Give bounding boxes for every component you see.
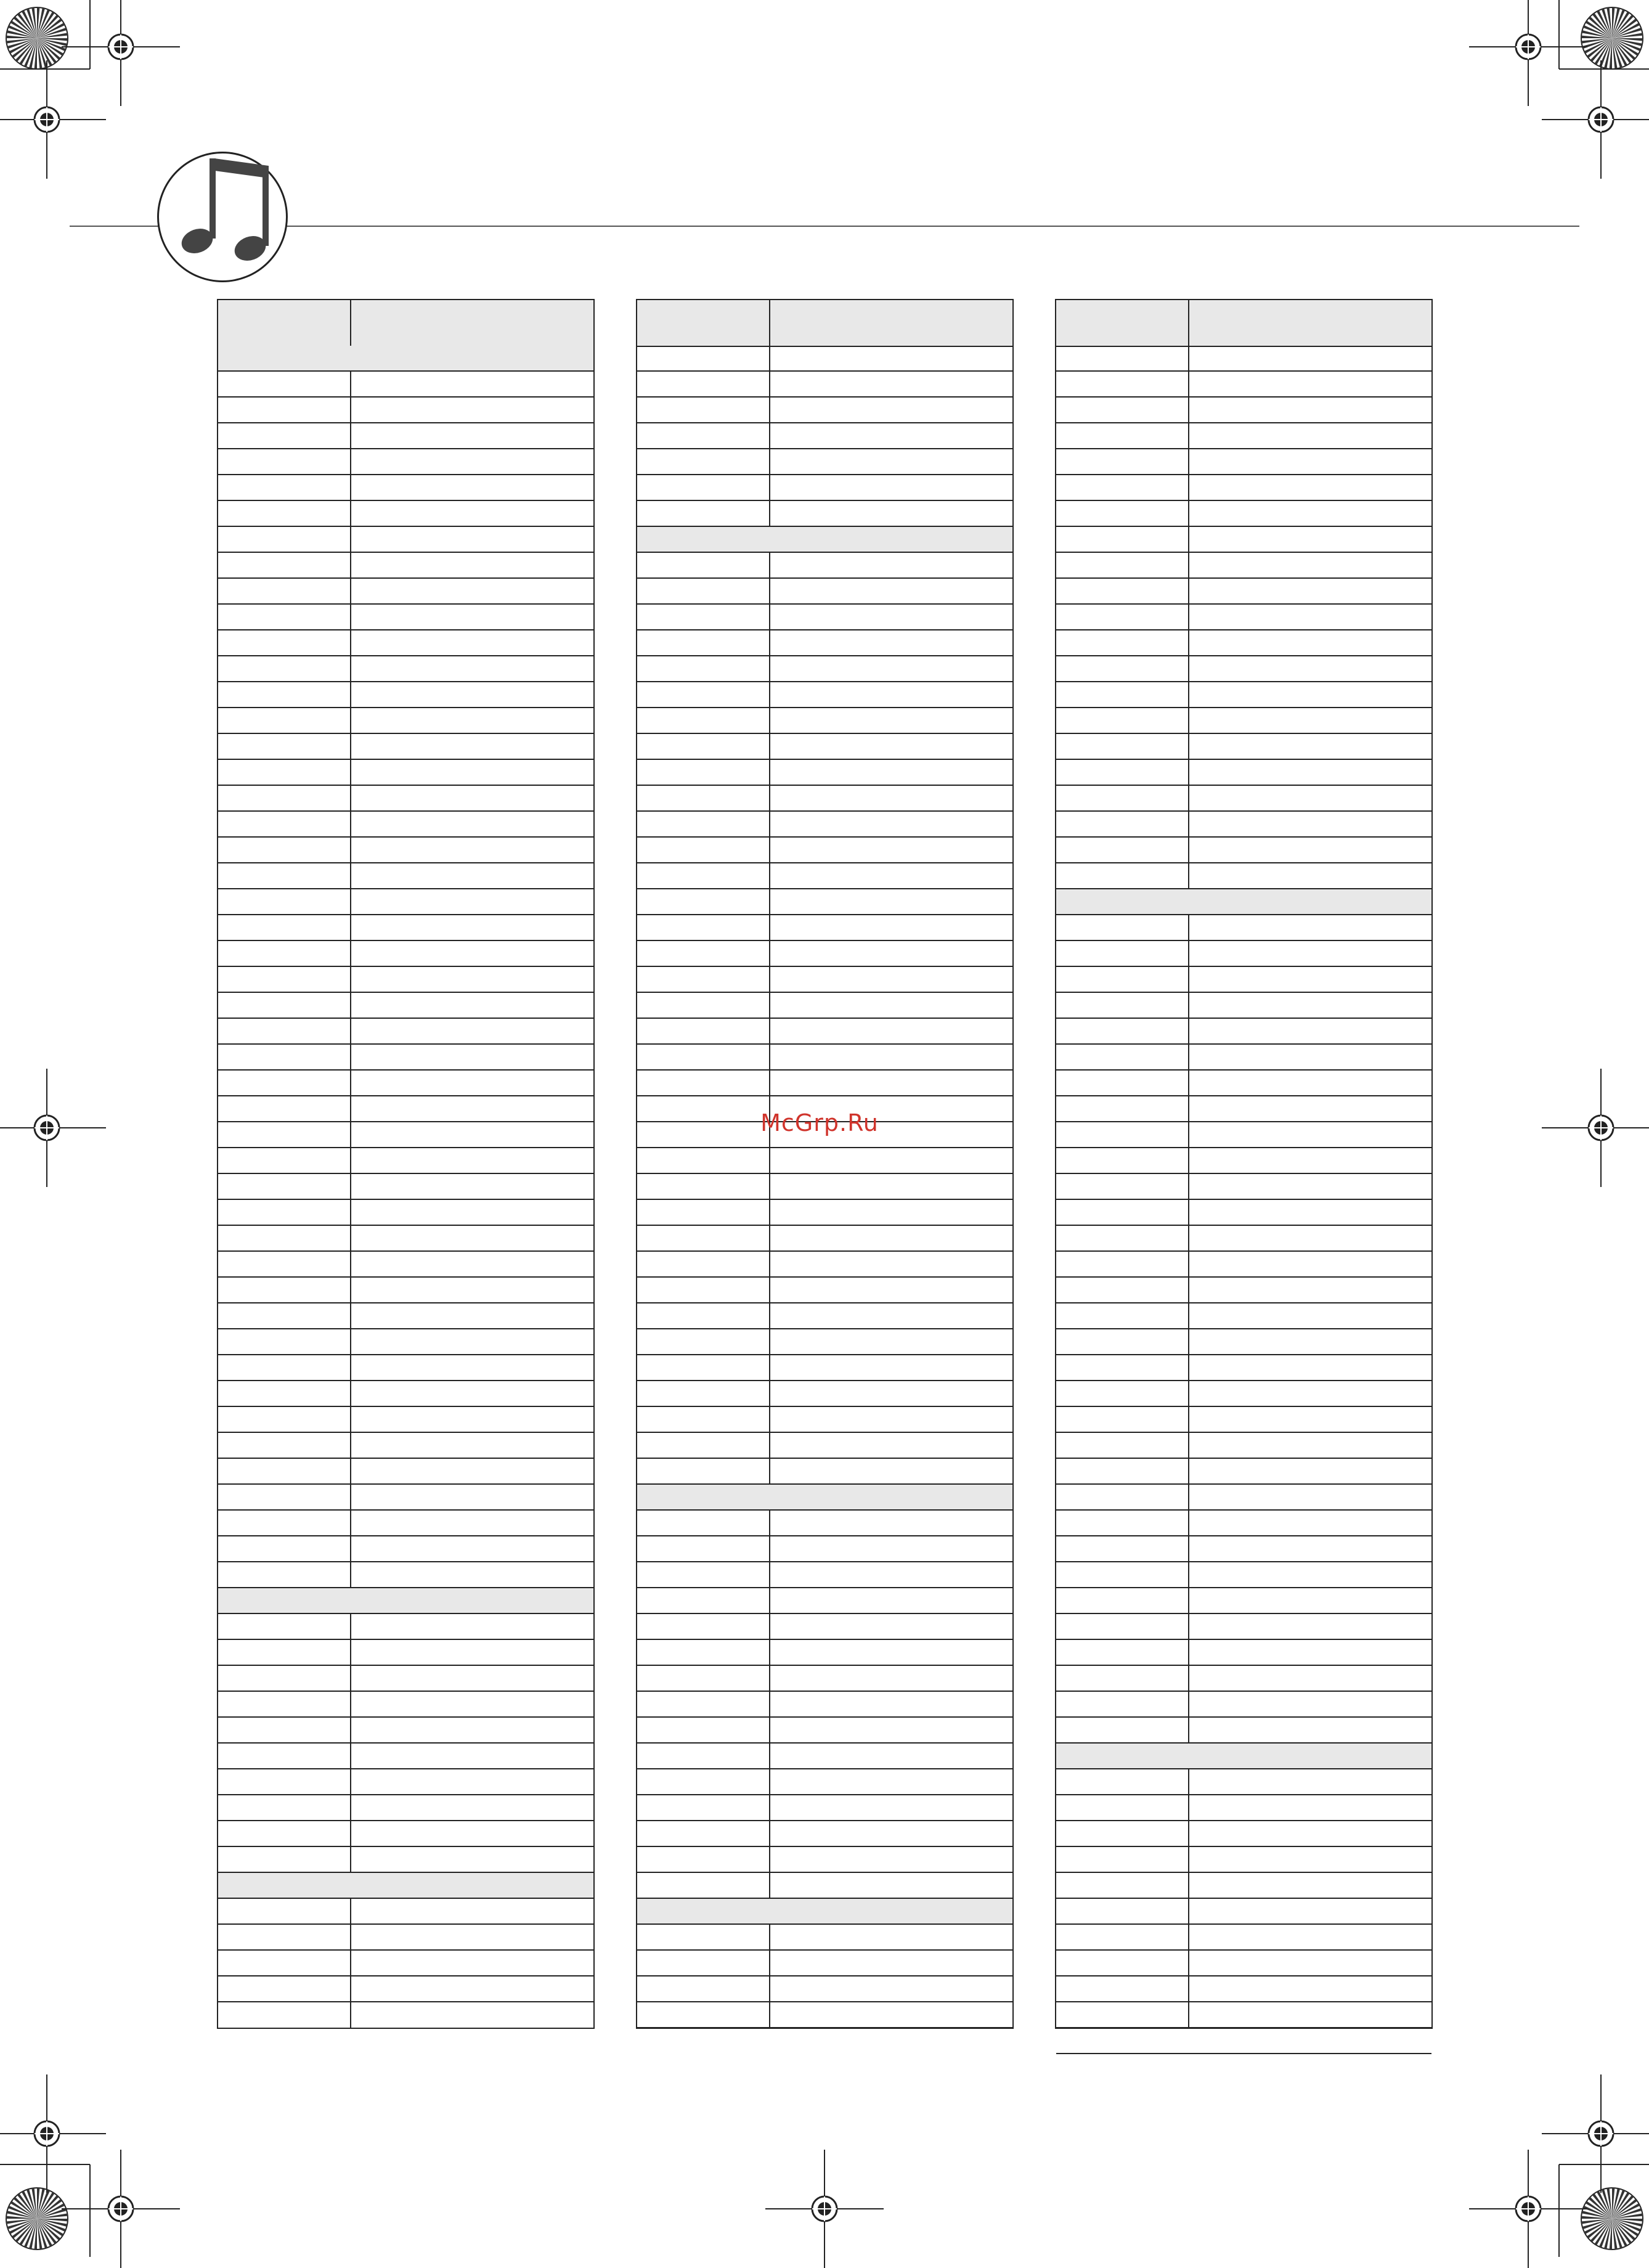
table-row [637,1019,1012,1045]
table-row [637,1381,1012,1407]
table-row [637,760,1012,786]
table-row [218,967,593,993]
table-row [218,1174,593,1200]
table-row [1056,501,1431,527]
table-row [1056,346,1431,372]
table-header [218,300,593,347]
table-row [637,1588,1012,1614]
table-row [218,1744,593,1769]
table-row [1056,708,1431,734]
table-row [1056,475,1431,501]
table-row [637,863,1012,889]
table-row [1056,1951,1431,1976]
table-row [637,786,1012,812]
table-row [1056,372,1431,398]
table-row [218,1381,593,1407]
group-header-row [637,527,1012,553]
table-row [218,1847,593,1873]
table-row [218,1433,593,1459]
table-row [218,1045,593,1071]
crosshair-icon [1542,60,1649,179]
table-row [1056,1614,1431,1640]
table-row [637,579,1012,605]
table-header [1056,300,1431,347]
table-row [637,993,1012,1019]
table-row [637,941,1012,967]
table-row [218,1071,593,1096]
table-row [218,915,593,941]
group-header-row [1056,1744,1431,1769]
table-row [218,1226,593,1252]
table-row [218,1511,593,1536]
table-row [1056,1303,1431,1329]
table-row [1056,527,1431,553]
table-row [218,812,593,838]
table-row [218,1278,593,1303]
table-row [637,423,1012,449]
table-row [637,1148,1012,1174]
voice-list-table-left [217,299,595,2029]
table-row [218,1459,593,1485]
table-row [1056,398,1431,423]
table-row [637,1614,1012,1640]
table-row [1056,915,1431,941]
table-row [1056,630,1431,656]
table-row [218,1019,593,1045]
table-row [218,501,593,527]
table-row [1056,1045,1431,1071]
table-row [218,605,593,630]
table-row [1056,1847,1431,1873]
crosshair-icon [0,60,106,179]
table-row [637,449,1012,475]
table-row [1056,941,1431,967]
crosshair-icon [1469,2150,1587,2268]
table-row [218,993,593,1019]
crosshair-icon [62,2150,180,2268]
table-row [218,475,593,501]
table-row [1056,1925,1431,1951]
table-row [1056,656,1431,682]
table-row [1056,1122,1431,1148]
group-header-row [637,1899,1012,1925]
table-row [1056,1381,1431,1407]
table-row [637,1407,1012,1433]
group-header-row [218,1873,593,1899]
table-row [1056,1640,1431,1666]
table-row [218,527,593,553]
table-row [1056,786,1431,812]
table-row [218,1614,593,1640]
table-row [1056,1692,1431,1718]
table-row [218,708,593,734]
table-row [637,1692,1012,1718]
table-row [637,1925,1012,1951]
table-row [637,346,1012,372]
table-row [218,372,593,398]
table-row [637,1536,1012,1562]
table-row [637,656,1012,682]
crosshair-icon [765,2150,884,2268]
table-row [1056,1769,1431,1795]
table-row [1056,579,1431,605]
table-row [1056,1433,1431,1459]
table-row [637,1744,1012,1769]
table-row [637,915,1012,941]
group-header-row [218,346,593,372]
table-row [218,1148,593,1174]
table-row [218,1485,593,1511]
table-row [637,1640,1012,1666]
table-row [1056,1355,1431,1381]
table-row [218,1536,593,1562]
group-header-row [637,1485,1012,1511]
table-row [218,1096,593,1122]
table-row [637,889,1012,915]
table-row [218,889,593,915]
table-row [218,656,593,682]
table-row [218,941,593,967]
table-row [218,1821,593,1847]
table-row [1056,1821,1431,1847]
table-row [1056,1511,1431,1536]
table-row [637,1873,1012,1899]
table-row [218,838,593,863]
table-row [637,372,1012,398]
table-row [218,1122,593,1148]
table-row [637,630,1012,656]
table-row [1056,863,1431,889]
table-row [1056,1096,1431,1122]
table-row [1056,605,1431,630]
header-badge [157,152,288,282]
table-row [1056,812,1431,838]
table-row [637,1071,1012,1096]
table-row [637,1329,1012,1355]
table-row [218,423,593,449]
watermark: McGrp.Ru [760,1109,879,1136]
table-row [637,1795,1012,1821]
table-row [218,1355,593,1381]
table-row [1056,1485,1431,1511]
table-row [637,1303,1012,1329]
table-row [637,553,1012,579]
table-row [1056,1174,1431,1200]
table-row [218,1562,593,1588]
table-row [637,812,1012,838]
table-row [637,1666,1012,1692]
table-row [1056,1666,1431,1692]
table-row [637,501,1012,527]
table-row [637,1226,1012,1252]
table-row [637,1769,1012,1795]
voice-list-table-right [1055,299,1433,2029]
table-row [218,734,593,760]
table-row [637,1355,1012,1381]
table-row [637,967,1012,993]
table-row [218,1200,593,1226]
table-row [218,1899,593,1925]
table-row [1056,1252,1431,1278]
table-row [218,1769,593,1795]
table-row [218,1718,593,1744]
table-row [637,708,1012,734]
music-note-icon [159,153,286,280]
table-row [1056,1795,1431,1821]
table-row [1056,1562,1431,1588]
table-row [218,1951,593,1976]
table-row [1056,449,1431,475]
table-row [637,1252,1012,1278]
table-row [218,398,593,423]
table-row [1056,1718,1431,1744]
table-row [637,1951,1012,1976]
table-row [218,579,593,605]
table-row [637,2002,1012,2028]
table-row [637,398,1012,423]
voice-list-table-middle [636,299,1014,2029]
table-row [218,553,593,579]
table-row [1056,1873,1431,1899]
table-row [637,1200,1012,1226]
table-row [1056,682,1431,708]
table-row [218,1640,593,1666]
table-row [1056,1899,1431,1925]
table-row [218,1925,593,1951]
table-row [637,1511,1012,1536]
table-row [1056,760,1431,786]
table-row [218,1407,593,1433]
table-row [218,449,593,475]
table-row [218,760,593,786]
table-row [218,1303,593,1329]
table-row [637,1278,1012,1303]
table-row [637,838,1012,863]
table-row [218,1329,593,1355]
table-row [1056,1976,1431,2002]
table-row [1056,1459,1431,1485]
table-row [1056,1148,1431,1174]
table-row [637,1562,1012,1588]
crosshair-icon [1542,1069,1649,1187]
table-row [218,682,593,708]
table-row [218,863,593,889]
group-header-row [218,1588,593,1614]
table-row [1056,423,1431,449]
table-row [1056,553,1431,579]
table-row [1056,1536,1431,1562]
table-row [1056,1407,1431,1433]
crosshair-icon [0,1069,106,1187]
table-row [218,1666,593,1692]
table-row [637,1045,1012,1071]
table-row [1056,1329,1431,1355]
group-header-row [1056,889,1431,915]
header-rule [70,226,1579,227]
table-row [218,1795,593,1821]
table-header [637,300,1012,347]
table-row [637,734,1012,760]
table-row [1056,1071,1431,1096]
table-row [637,1718,1012,1744]
table-row [1056,1588,1431,1614]
table-row [1056,2028,1431,2054]
table-row [637,1174,1012,1200]
table-row [637,1459,1012,1485]
table-row [218,786,593,812]
table-row [218,1976,593,2002]
table-row [1056,1278,1431,1303]
table-row [1056,2002,1431,2028]
table-row [1056,1019,1431,1045]
table-row [218,1692,593,1718]
table-row [637,1821,1012,1847]
table-row [637,475,1012,501]
table-row [637,1976,1012,2002]
table-row [637,1433,1012,1459]
table-row [1056,734,1431,760]
table-row [218,1252,593,1278]
table-row [1056,1226,1431,1252]
table-row [637,605,1012,630]
table-row [1056,838,1431,863]
table-row [1056,993,1431,1019]
table-row [1056,967,1431,993]
table-row [637,682,1012,708]
table-row [1056,1200,1431,1226]
table-row [637,1847,1012,1873]
table-row [218,630,593,656]
